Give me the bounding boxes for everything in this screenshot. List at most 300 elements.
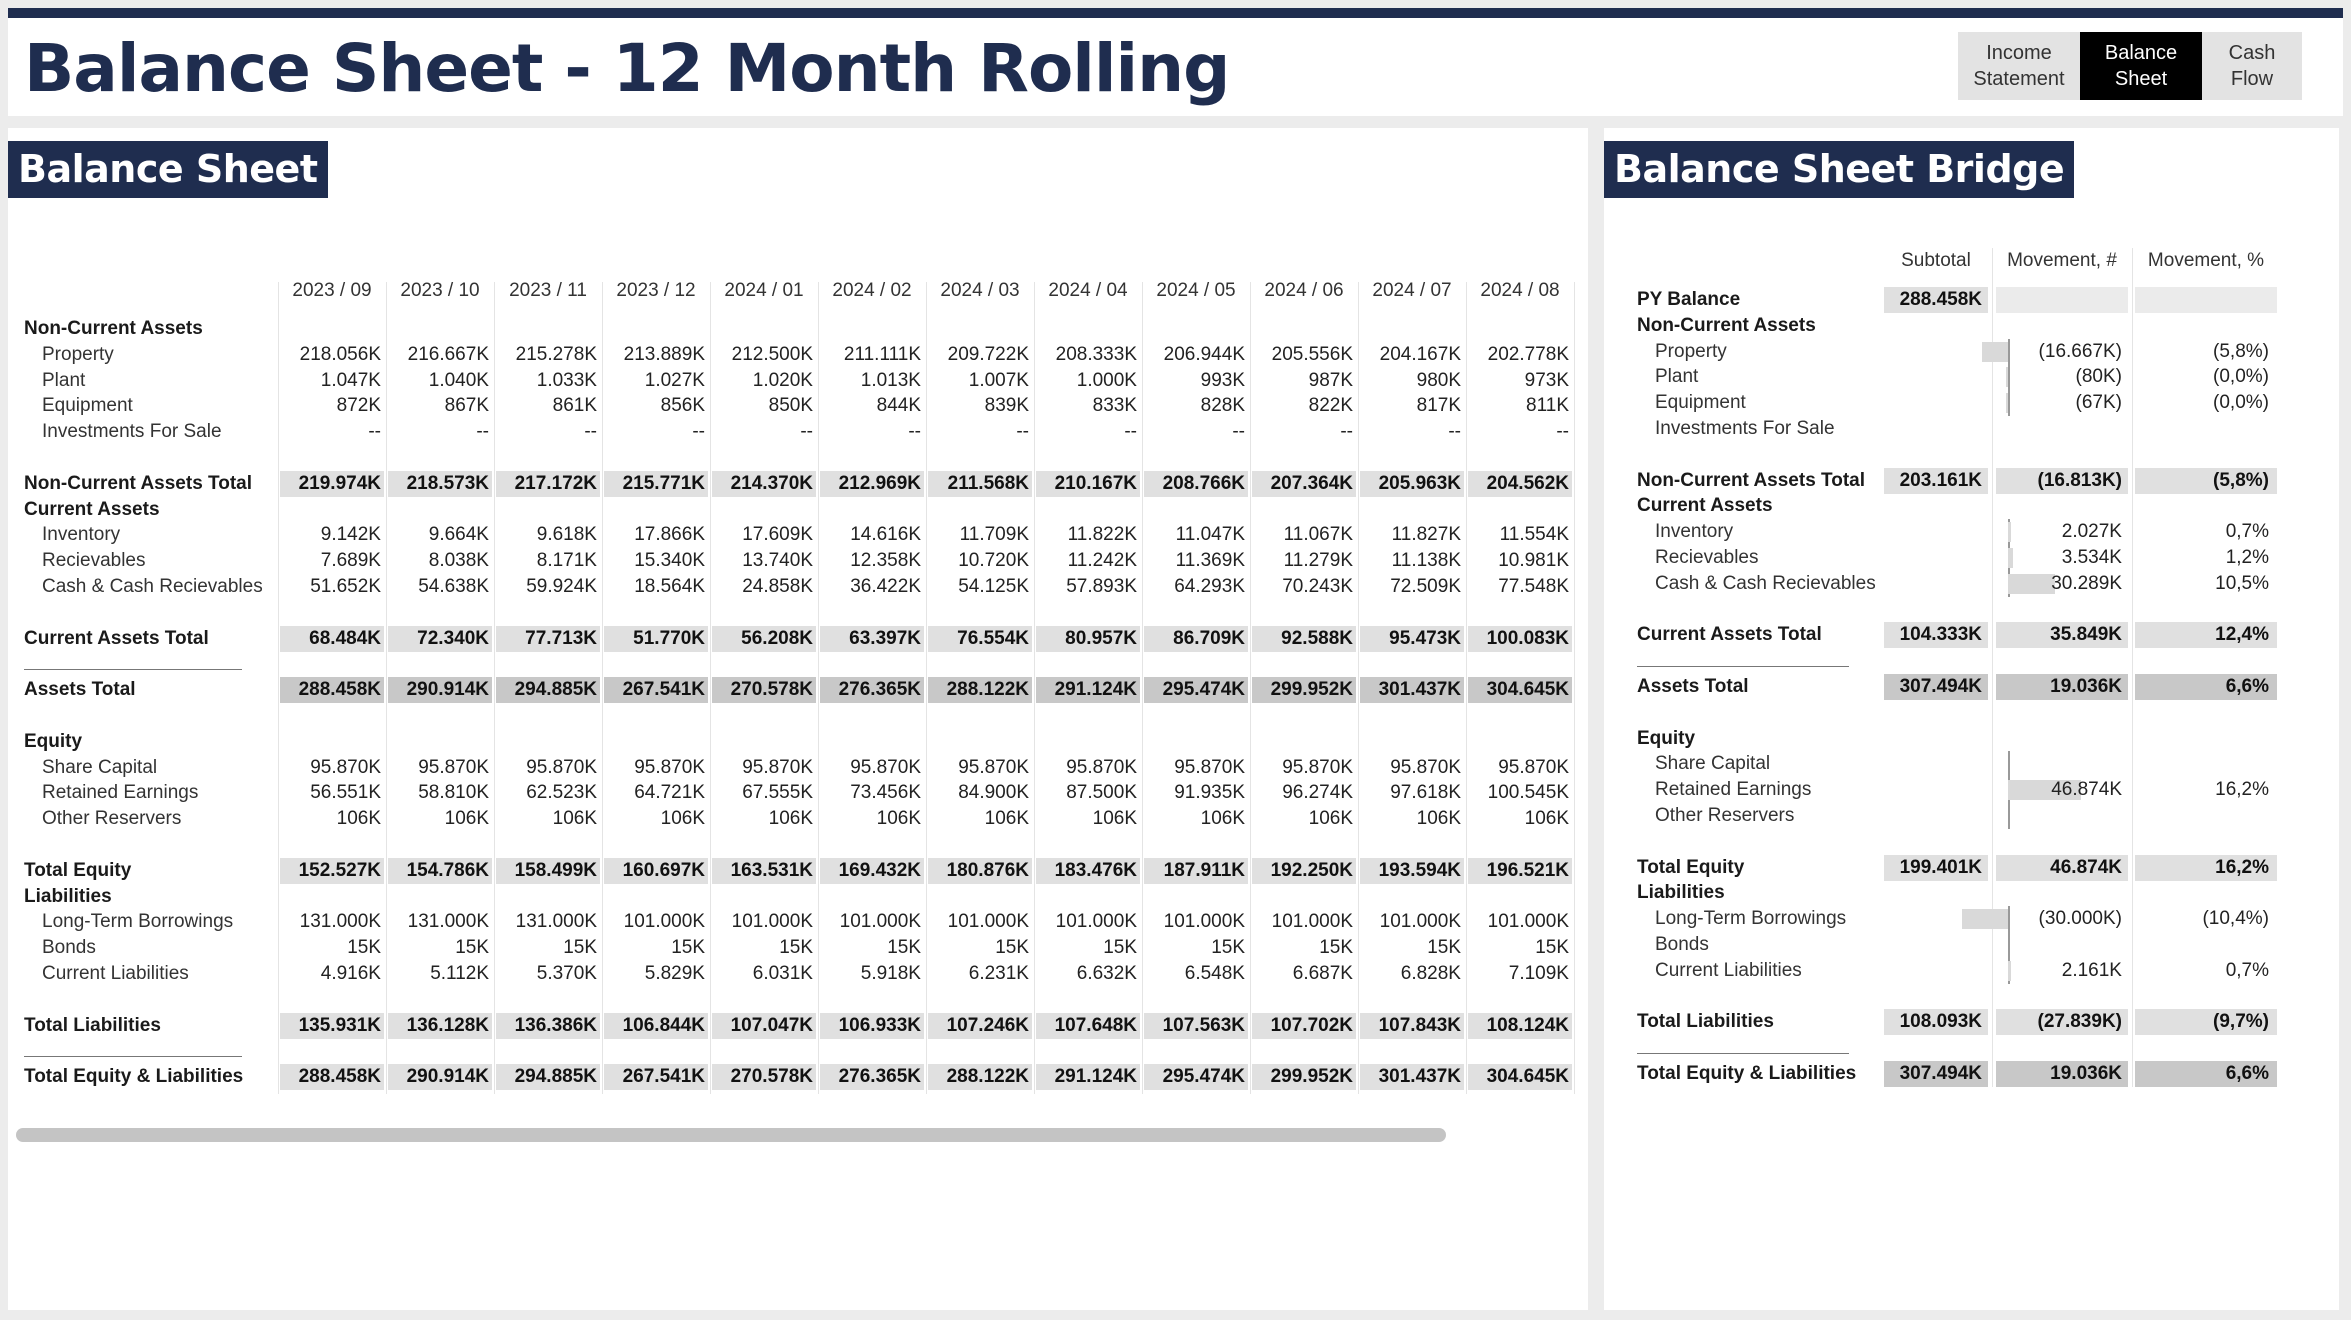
row-label: Bonds xyxy=(1655,934,1709,955)
value-cell: 193.594K xyxy=(1360,858,1464,884)
movement-percent-cell xyxy=(2135,416,2269,442)
value-cell: -- xyxy=(476,421,489,443)
table-row xyxy=(8,961,1588,987)
value-cell: 1.013K xyxy=(860,369,921,391)
table-row xyxy=(8,445,1588,471)
period-header[interactable]: 2024 / 02 xyxy=(832,280,912,301)
period-header[interactable]: 2024 / 06 xyxy=(1264,280,1344,301)
value-cell: 169.432K xyxy=(820,858,924,884)
value-cell: 10.720K xyxy=(958,550,1029,572)
value-cell: 136.128K xyxy=(388,1013,492,1039)
value-cell: 9.664K xyxy=(428,524,489,546)
table-row xyxy=(8,497,1588,523)
row-label: Inventory xyxy=(1655,521,1734,543)
value-cell: 276.365K xyxy=(820,1064,924,1090)
value-cell: 68.484K xyxy=(280,626,384,652)
subtotal-cell: 104.333K xyxy=(1884,622,1988,648)
value-cell: 15K xyxy=(455,937,489,959)
value-cell: 107.648K xyxy=(1036,1013,1140,1039)
movement-percent-cell: 6,6% xyxy=(2135,674,2277,700)
value-cell: 295.474K xyxy=(1144,1064,1248,1090)
period-header[interactable]: 2024 / 03 xyxy=(940,280,1020,301)
value-cell: 101.000K xyxy=(623,911,705,933)
value-cell: 80.957K xyxy=(1036,626,1140,652)
value-cell: 24.858K xyxy=(742,576,813,597)
value-cell: 95.870K xyxy=(958,756,1029,778)
value-cell: 294.885K xyxy=(496,677,600,703)
row-label: Investments For Sale xyxy=(42,421,222,443)
value-cell: 95.870K xyxy=(1282,756,1353,778)
value-cell: -- xyxy=(1556,421,1569,443)
bridge-column-header[interactable]: Movement, % xyxy=(2147,250,2265,271)
value-cell: 187.911K xyxy=(1144,858,1248,884)
movement-percent-cell: 16,2% xyxy=(2215,779,2269,801)
nav-balance-sheet-button[interactable]: Balance Sheet xyxy=(2080,32,2202,100)
row-label: Plant xyxy=(1655,366,1699,388)
value-cell: 288.122K xyxy=(928,677,1032,703)
bridge-header-row xyxy=(1604,248,2339,274)
row-label[interactable]: Liabilities xyxy=(1637,882,1725,904)
value-cell: 1.007K xyxy=(968,369,1029,391)
value-cell: 11.822K xyxy=(1067,524,1137,546)
row-label[interactable]: Non-Current Assets xyxy=(1637,314,1816,336)
table-row xyxy=(1604,1061,2339,1087)
period-header[interactable]: 2024 / 01 xyxy=(724,280,804,301)
table-row xyxy=(8,1064,1588,1090)
value-cell: 301.437K xyxy=(1360,1064,1464,1090)
value-cell: 209.722K xyxy=(947,343,1029,365)
value-cell: 63.397K xyxy=(820,626,924,652)
table-row xyxy=(1604,622,2339,648)
report-navigation xyxy=(1958,32,2302,100)
value-cell: 192.250K xyxy=(1252,858,1356,884)
value-cell: 136.386K xyxy=(496,1013,600,1039)
period-header[interactable]: 2023 / 10 xyxy=(400,280,480,301)
table-row xyxy=(1604,597,2339,623)
table-row xyxy=(8,935,1588,961)
value-cell: 290.914K xyxy=(388,1064,492,1090)
value-cell: 11.709K xyxy=(959,524,1029,546)
value-cell: 62.523K xyxy=(526,782,597,804)
period-header[interactable]: 2024 / 07 xyxy=(1372,280,1452,301)
movement-value-cell: (27.839K) xyxy=(1996,1009,2128,1035)
value-cell: 207.364K xyxy=(1252,471,1356,497)
movement-value-cell: (67K) xyxy=(2075,392,2122,414)
movement-value-cell xyxy=(1996,803,2122,829)
period-header-row xyxy=(8,278,1588,304)
value-cell: 299.952K xyxy=(1252,1064,1356,1090)
table-row xyxy=(1604,1009,2339,1035)
row-label[interactable]: Equity xyxy=(1637,727,1696,749)
row-label: Total Equity & Liabilities xyxy=(1637,1063,1857,1084)
value-cell: 828K xyxy=(1200,395,1245,417)
value-cell: 11.138K xyxy=(1391,550,1461,572)
table-row xyxy=(1604,777,2339,803)
row-label: PY Balance xyxy=(1637,289,1741,310)
value-cell: 154.786K xyxy=(388,858,492,884)
value-cell: 206.944K xyxy=(1163,343,1245,365)
value-cell: 6.632K xyxy=(1076,963,1137,984)
value-cell: 6.231K xyxy=(968,963,1029,984)
value-cell: 202.778K xyxy=(1487,343,1569,365)
row-label[interactable]: Non-Current Assets xyxy=(24,318,203,339)
value-cell: 70.243K xyxy=(1282,576,1353,597)
table-row xyxy=(1604,571,2339,597)
movement-value-cell: 3.534K xyxy=(2061,547,2122,568)
value-cell: 86.709K xyxy=(1144,626,1248,652)
table-row xyxy=(8,419,1588,445)
value-cell: 822K xyxy=(1308,395,1353,417)
value-cell: 11.827K xyxy=(1391,524,1461,546)
row-label: Assets Total xyxy=(1637,676,1749,697)
value-cell: 163.531K xyxy=(712,858,816,884)
value-cell: -- xyxy=(1340,421,1353,443)
value-cell: 216.667K xyxy=(407,343,489,365)
table-row xyxy=(8,780,1588,806)
row-label: Other Reservers xyxy=(1655,805,1795,826)
value-cell: 107.047K xyxy=(712,1013,816,1039)
value-cell: 160.697K xyxy=(604,858,708,884)
table-row xyxy=(1604,1035,2339,1061)
value-cell: 218.056K xyxy=(299,343,381,365)
value-cell: 1.027K xyxy=(644,369,705,391)
value-cell: 56.551K xyxy=(310,782,381,804)
value-cell: 15K xyxy=(1319,937,1353,959)
table-row xyxy=(1604,726,2339,752)
value-cell: 205.963K xyxy=(1360,471,1464,497)
value-cell: 980K xyxy=(1416,369,1461,391)
movement-value-cell: 35.849K xyxy=(1996,622,2128,648)
row-label: Property xyxy=(1655,340,1727,362)
movement-percent-cell xyxy=(2135,751,2269,777)
value-cell: 295.474K xyxy=(1144,677,1248,703)
value-cell: 267.541K xyxy=(604,677,708,703)
table-row xyxy=(8,522,1588,548)
value-cell: 51.770K xyxy=(604,626,708,652)
value-cell: -- xyxy=(1124,421,1137,443)
value-cell: 217.172K xyxy=(496,471,600,497)
value-cell: 106K xyxy=(660,808,705,830)
movement-percent-cell: (0,0%) xyxy=(2213,366,2269,388)
value-cell: 101.000K xyxy=(839,911,921,933)
table-row xyxy=(1604,880,2339,906)
value-cell: 294.885K xyxy=(496,1064,600,1090)
row-label: Long-Term Borrowings xyxy=(1655,908,1847,930)
value-cell: 208.333K xyxy=(1055,343,1137,365)
bridge-column-header[interactable]: Subtotal xyxy=(1901,250,1971,271)
value-cell: 95.870K xyxy=(1390,756,1461,778)
period-header[interactable]: 2024 / 05 xyxy=(1156,280,1236,301)
value-cell: 204.562K xyxy=(1468,471,1572,497)
table-row xyxy=(8,316,1588,342)
value-cell: 208.766K xyxy=(1144,471,1248,497)
value-cell: 1.047K xyxy=(320,369,381,391)
table-row xyxy=(1604,339,2339,365)
table-row xyxy=(1604,287,2339,313)
period-header[interactable]: 2023 / 09 xyxy=(292,280,372,301)
value-cell: 101.000K xyxy=(1379,911,1461,933)
value-cell: 67.555K xyxy=(742,782,813,804)
period-header[interactable]: 2024 / 08 xyxy=(1480,280,1560,301)
table-row xyxy=(1604,829,2339,855)
table-row xyxy=(1604,803,2339,829)
movement-percent-cell: 6,6% xyxy=(2135,1061,2277,1087)
value-cell: 973K xyxy=(1524,369,1569,391)
period-header[interactable]: 2023 / 11 xyxy=(509,280,587,301)
nav-cash-flow-button[interactable]: Cash Flow xyxy=(2202,32,2302,100)
row-label: Current Liabilities xyxy=(42,963,189,984)
table-row xyxy=(8,393,1588,419)
value-cell: 11.067K xyxy=(1283,524,1353,546)
value-cell: 867K xyxy=(444,395,489,417)
row-label: Share Capital xyxy=(42,756,158,778)
value-cell: 64.721K xyxy=(634,782,705,804)
subtotal-cell: 307.494K xyxy=(1884,1061,1988,1087)
value-cell: 107.702K xyxy=(1252,1013,1356,1039)
row-label[interactable]: Liabilities xyxy=(24,885,112,907)
table-row xyxy=(8,600,1588,626)
row-label: Bonds xyxy=(42,937,96,959)
value-cell: 211.568K xyxy=(928,471,1032,497)
movement-value-cell: (16.667K) xyxy=(2038,340,2122,362)
value-cell: 13.740K xyxy=(742,550,813,572)
value-cell: 6.687K xyxy=(1292,963,1353,984)
value-cell: 7.109K xyxy=(1508,963,1569,984)
value-cell: 7.689K xyxy=(320,550,381,572)
value-cell: 106K xyxy=(552,808,597,830)
value-cell: 95.870K xyxy=(1066,756,1137,778)
value-cell: 101.000K xyxy=(1271,911,1353,933)
value-cell: 101.000K xyxy=(1163,911,1245,933)
value-cell: 213.889K xyxy=(623,343,705,365)
value-cell: 36.422K xyxy=(850,576,921,597)
horizontal-scrollbar[interactable] xyxy=(16,1128,1446,1142)
value-cell: 100.545K xyxy=(1487,782,1569,804)
value-cell: -- xyxy=(1016,421,1029,443)
value-cell: 91.935K xyxy=(1174,782,1245,804)
row-label: Total Liabilities xyxy=(1637,1011,1774,1033)
value-cell: 56.208K xyxy=(712,626,816,652)
separator-line xyxy=(24,669,242,670)
value-cell: 299.952K xyxy=(1252,677,1356,703)
movement-value-cell: (30.000K) xyxy=(2038,908,2122,930)
value-cell: 872K xyxy=(336,395,381,417)
value-cell: -- xyxy=(800,421,813,443)
value-cell: 17.609K xyxy=(742,524,813,546)
table-row xyxy=(1604,545,2339,571)
separator-line xyxy=(24,1056,242,1057)
movement-value-cell: 19.036K xyxy=(1996,674,2128,700)
movement-value-cell xyxy=(1996,932,2122,958)
balance-sheet-title: Balance Sheet xyxy=(8,141,328,198)
value-cell: 1.000K xyxy=(1076,369,1137,391)
subtotal-cell: 108.093K xyxy=(1884,1009,1988,1035)
value-cell: 1.033K xyxy=(536,369,597,391)
value-cell: -- xyxy=(1448,421,1461,443)
movement-value-cell: 46.874K xyxy=(1996,855,2128,881)
value-cell: 844K xyxy=(876,395,921,417)
value-cell: 72.509K xyxy=(1390,576,1461,597)
value-cell: 8.038K xyxy=(428,550,489,572)
value-cell: 15K xyxy=(779,937,813,959)
value-cell: 212.969K xyxy=(820,471,924,497)
row-label: Assets Total xyxy=(24,679,136,701)
value-cell: 5.370K xyxy=(536,963,597,984)
value-cell: 95.870K xyxy=(418,756,489,778)
value-cell: 15K xyxy=(563,937,597,959)
table-row xyxy=(8,574,1588,600)
value-cell: 15.340K xyxy=(634,550,705,572)
value-cell: 183.476K xyxy=(1036,858,1140,884)
table-row xyxy=(1604,648,2339,674)
value-cell: 106K xyxy=(768,808,813,830)
row-label: Long-Term Borrowings xyxy=(42,911,234,933)
value-cell: 95.870K xyxy=(742,756,813,778)
table-row xyxy=(1604,313,2339,339)
value-cell: 288.458K xyxy=(280,1064,384,1090)
value-cell: 290.914K xyxy=(388,677,492,703)
value-cell: 215.771K xyxy=(604,471,708,497)
value-cell: 1.020K xyxy=(752,369,813,391)
value-cell: 301.437K xyxy=(1360,677,1464,703)
value-cell: 856K xyxy=(660,395,705,417)
row-label: Current Liabilities xyxy=(1655,959,1802,981)
value-cell: 288.122K xyxy=(928,1064,1032,1090)
table-row xyxy=(8,1038,1588,1064)
table-row xyxy=(8,858,1588,884)
value-cell: 861K xyxy=(552,395,597,417)
bridge-column-header[interactable]: Movement, # xyxy=(2007,250,2117,271)
row-label: Cash & Cash Recievables xyxy=(42,576,263,597)
table-row xyxy=(8,548,1588,574)
subtotal-cell: 203.161K xyxy=(1884,468,1988,494)
row-label: Total Equity & Liabilities xyxy=(24,1066,244,1088)
row-label: Total Equity xyxy=(1637,856,1745,878)
value-cell: 204.167K xyxy=(1379,343,1461,365)
row-label: Retained Earnings xyxy=(42,782,199,804)
movement-percent-cell: 0,7% xyxy=(2225,959,2269,981)
period-header[interactable]: 2023 / 12 xyxy=(616,280,696,301)
table-row xyxy=(8,806,1588,832)
subtotal-cell: 307.494K xyxy=(1884,674,1988,700)
value-cell: 5.112K xyxy=(430,963,489,984)
table-row xyxy=(1604,932,2339,958)
subtotal-cell: 199.401K xyxy=(1884,855,1988,881)
value-cell: 57.893K xyxy=(1066,576,1137,597)
value-cell: 107.563K xyxy=(1144,1013,1248,1039)
row-label[interactable]: Current Assets xyxy=(1637,495,1773,517)
value-cell: 850K xyxy=(768,395,813,417)
table-row xyxy=(1604,958,2339,984)
value-cell: 131.000K xyxy=(299,911,381,933)
row-label[interactable]: Equity xyxy=(24,730,83,752)
value-cell: 15K xyxy=(347,937,381,959)
table-row xyxy=(1604,442,2339,468)
header xyxy=(8,18,2343,116)
value-cell: -- xyxy=(692,421,705,443)
table-row xyxy=(8,1013,1588,1039)
row-label: Retained Earnings xyxy=(1655,779,1812,801)
row-label: Total Equity xyxy=(24,859,132,881)
value-cell: 106K xyxy=(984,808,1029,830)
movement-value-cell: 46.874K xyxy=(2051,779,2122,801)
movement-value-cell xyxy=(1996,751,2122,777)
value-cell: 276.365K xyxy=(820,677,924,703)
table-row xyxy=(1604,751,2339,777)
value-cell: 4.916K xyxy=(320,963,381,984)
value-cell: 96.274K xyxy=(1282,782,1353,804)
value-cell: 92.588K xyxy=(1252,626,1356,652)
value-cell: 839K xyxy=(984,395,1029,417)
value-cell: 5.829K xyxy=(644,963,705,984)
value-cell: 73.456K xyxy=(850,782,921,804)
row-label: Recievables xyxy=(42,550,146,572)
balance-sheet-panel xyxy=(8,128,1588,1310)
row-label: Total Liabilities xyxy=(24,1014,161,1036)
movement-value-cell: 2.161K xyxy=(2061,959,2122,981)
value-cell: 100.083K xyxy=(1468,626,1572,652)
value-cell: 18.564K xyxy=(634,576,705,597)
value-cell: 106.933K xyxy=(820,1013,924,1039)
value-cell: 95.870K xyxy=(310,756,381,778)
table-row xyxy=(8,729,1588,755)
movement-percent-cell: 12,4% xyxy=(2135,622,2277,648)
value-cell: 12.358K xyxy=(850,550,921,572)
value-cell: 54.638K xyxy=(418,576,489,597)
nav-income-statement-button[interactable]: Income Statement xyxy=(1958,32,2080,100)
row-label[interactable]: Current Assets xyxy=(24,498,160,520)
value-cell: 135.931K xyxy=(280,1013,384,1039)
value-cell: 101.000K xyxy=(731,911,813,933)
scrollbar-thumb[interactable] xyxy=(16,1128,1446,1142)
table-row xyxy=(1604,416,2339,442)
movement-percent-cell: (9,7%) xyxy=(2135,1009,2277,1035)
value-cell: 210.167K xyxy=(1036,471,1140,497)
value-cell: 106.844K xyxy=(604,1013,708,1039)
value-cell: 101.000K xyxy=(1487,911,1569,933)
value-cell: 95.473K xyxy=(1360,626,1464,652)
value-cell: 87.500K xyxy=(1066,782,1137,804)
value-cell: 95.870K xyxy=(1498,756,1569,778)
row-label: Non-Current Assets Total xyxy=(24,472,253,494)
period-header[interactable]: 2024 / 04 xyxy=(1048,280,1128,301)
movement-value-cell xyxy=(1996,287,2128,313)
value-cell: 10.981K xyxy=(1498,550,1569,572)
table-row xyxy=(8,368,1588,394)
table-row xyxy=(8,342,1588,368)
value-cell: 5.918K xyxy=(860,963,921,984)
value-cell: 64.293K xyxy=(1174,576,1245,597)
row-label: Investments For Sale xyxy=(1655,418,1835,439)
row-label: Current Assets Total xyxy=(1637,624,1822,646)
table-row xyxy=(1604,493,2339,519)
value-cell: 17.866K xyxy=(634,524,705,546)
value-cell: 180.876K xyxy=(928,858,1032,884)
row-label: Cash & Cash Recievables xyxy=(1655,572,1876,594)
movement-value-cell: 30.289K xyxy=(2051,572,2122,594)
value-cell: 95.870K xyxy=(634,756,705,778)
value-cell: 15K xyxy=(995,937,1029,959)
value-cell: 108.124K xyxy=(1468,1013,1572,1039)
value-cell: 11.242K xyxy=(1067,550,1137,572)
value-cell: -- xyxy=(368,421,381,443)
table-row xyxy=(8,884,1588,910)
value-cell: 77.713K xyxy=(496,626,600,652)
row-label: Inventory xyxy=(42,524,121,546)
table-row xyxy=(1604,855,2339,881)
table-row xyxy=(8,626,1588,652)
movement-percent-cell: (10,4%) xyxy=(2202,908,2269,930)
